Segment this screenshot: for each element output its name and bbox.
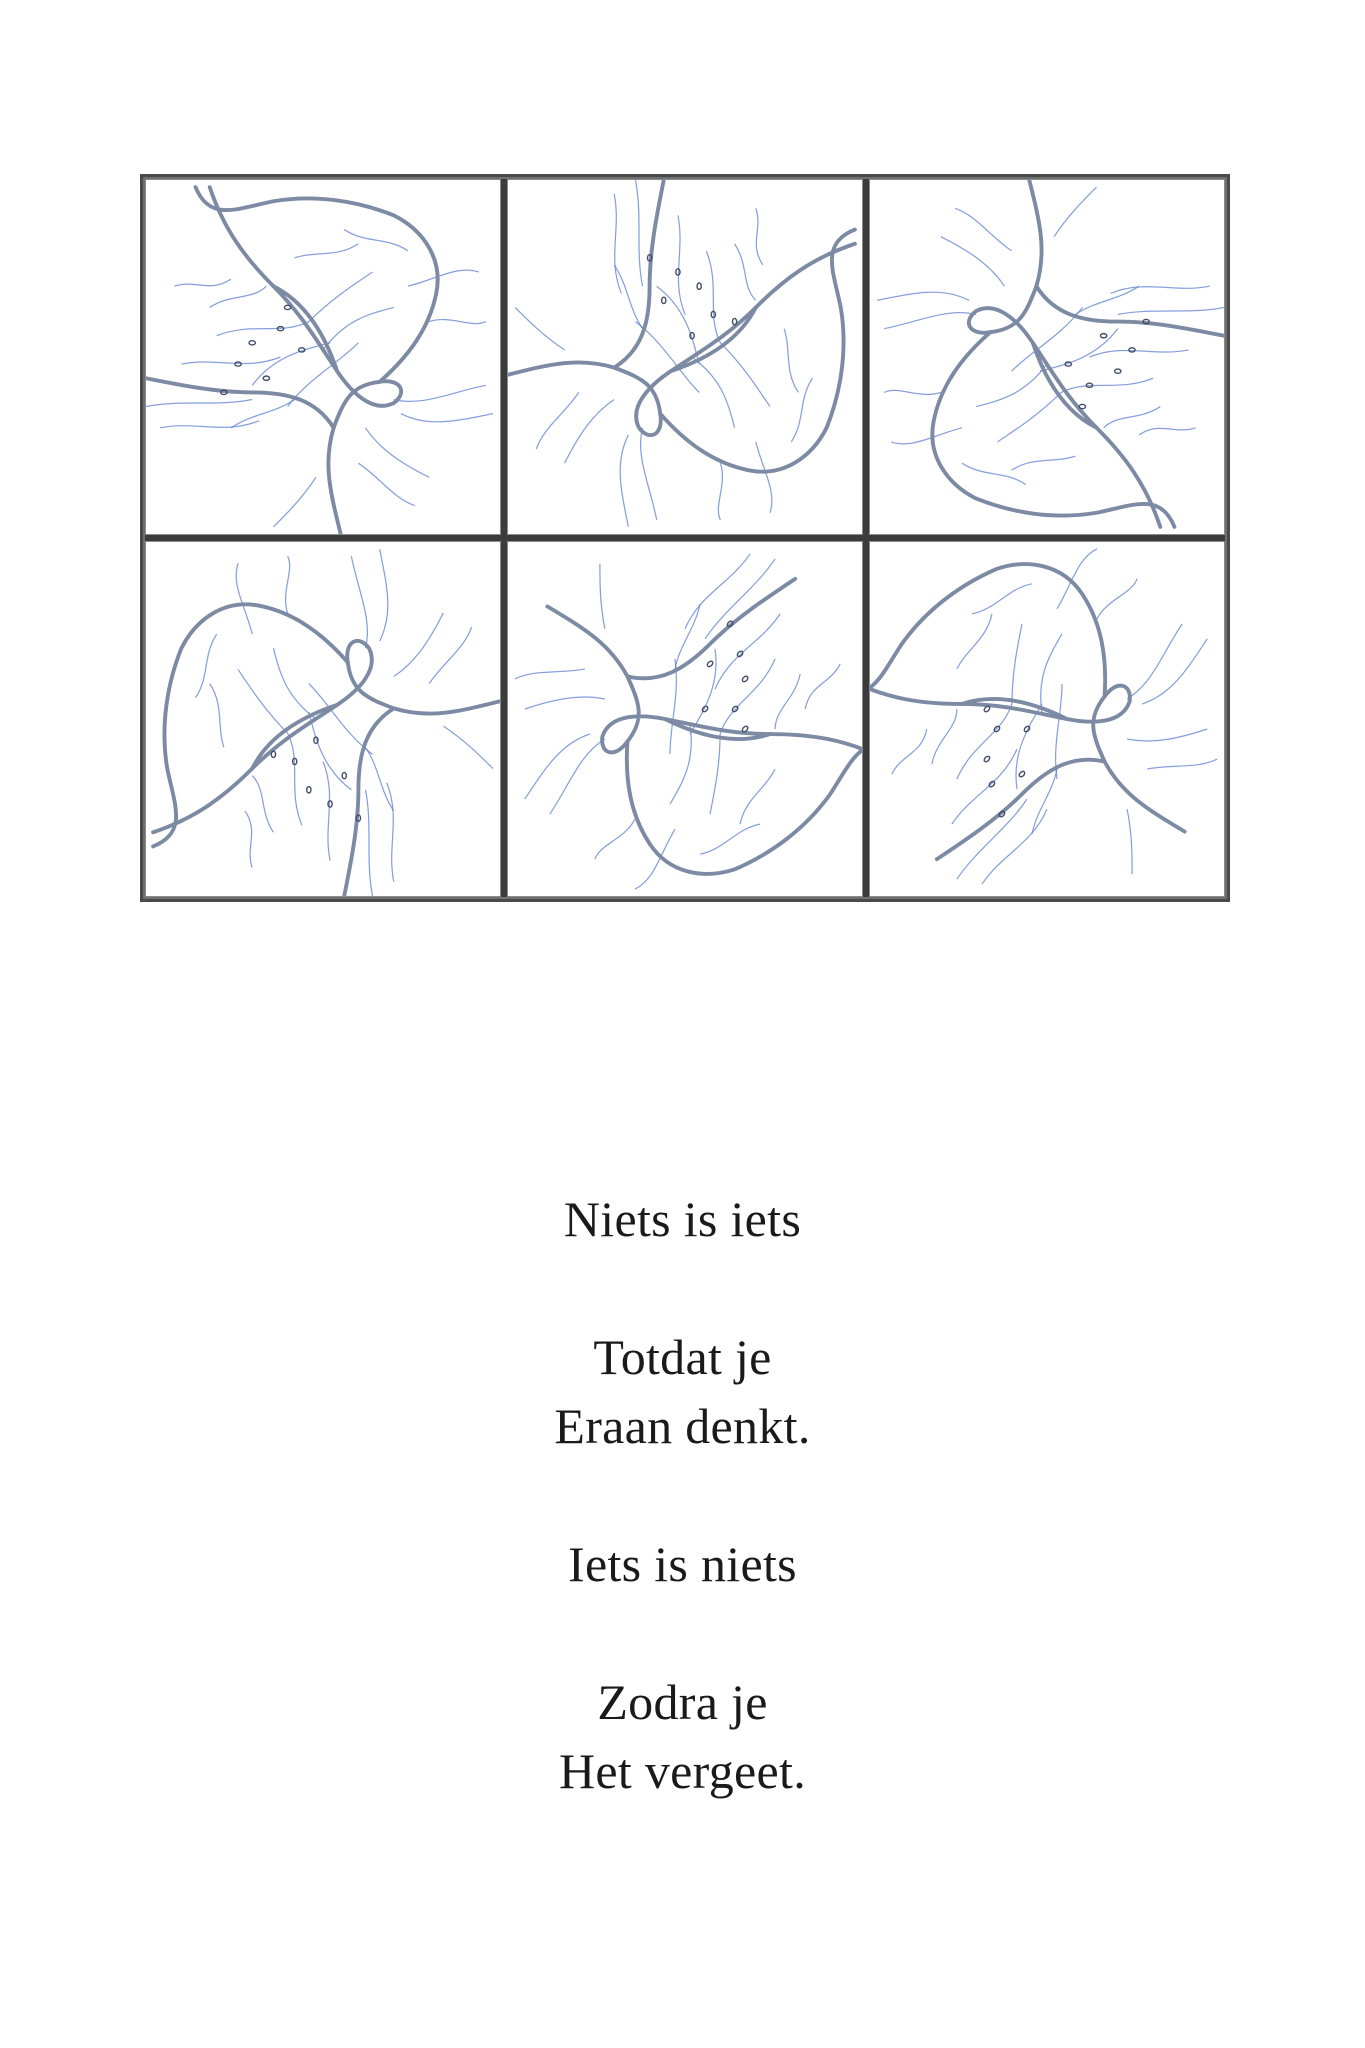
poem-stanza-3 [0,1530,1365,1599]
artwork-tile [145,179,501,535]
poem-stanza-4 [0,1668,1365,1806]
poem [0,1185,1365,1806]
artwork-grid [140,174,1230,902]
artwork-tile [869,541,1225,897]
poem-line: Iets is niets [568,1536,797,1592]
artwork-tile [507,541,863,897]
poem-stanza-1 [0,1185,1365,1254]
root-drawing-illustration [508,542,862,896]
root-drawing-illustration [870,180,1224,534]
root-drawing-illustration [146,542,500,896]
root-drawing-illustration [146,180,500,534]
artwork-tile [145,541,501,897]
root-drawing-illustration [870,542,1224,896]
artwork-tiles [145,179,1225,897]
poem-line: Het vergeet. [558,1743,806,1799]
root-drawing-illustration [508,180,862,534]
poem-stanza-2 [0,1323,1365,1461]
artwork-tile [507,179,863,535]
poem-line: Zodra je [597,1674,768,1730]
poem-line: Niets is iets [563,1191,802,1247]
poem-line: Eraan denkt. [554,1398,811,1454]
poem-line: Totdat je [593,1329,772,1385]
artwork-tile [869,179,1225,535]
